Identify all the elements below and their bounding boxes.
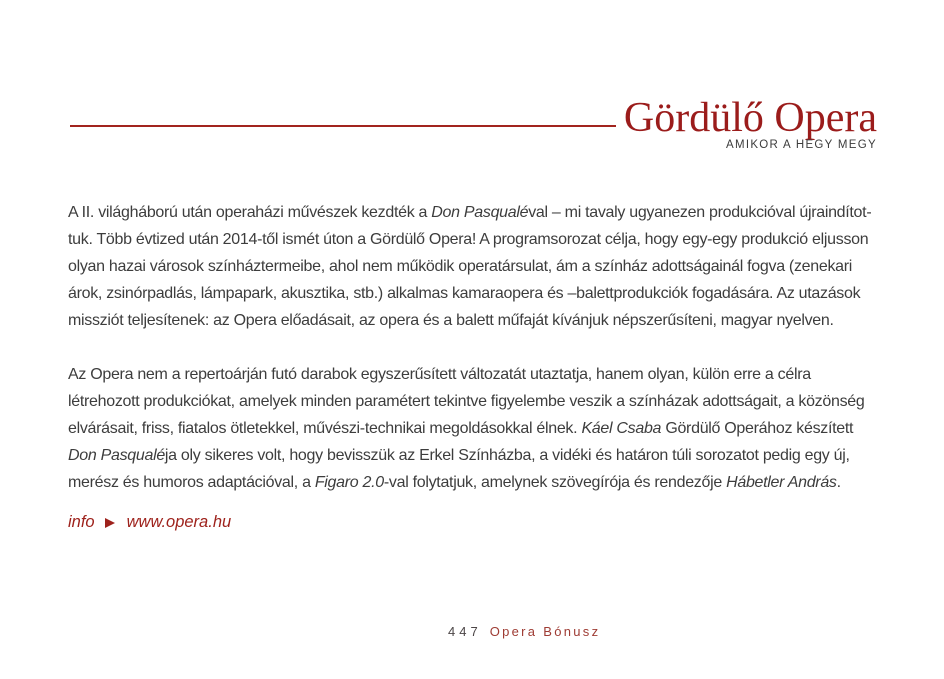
page-title: Gördülő Opera	[623, 95, 877, 141]
person-name-habetler-andras: Hábetler András	[726, 474, 837, 491]
text-run: -val folytatjuk, amelynek szövegírója és rendezője	[383, 474, 727, 491]
opera-website-link[interactable]: www.opera.hu	[126, 513, 232, 531]
work-title-don-pasquale: Don Pasqualé	[431, 204, 529, 221]
arrow-right-icon	[105, 518, 115, 528]
section-title: Opera Bónusz	[489, 624, 601, 639]
work-title-figaro-2-0: Figaro 2.0	[314, 474, 384, 491]
page-subtitle: AMIKOR A HEGY MEGY	[725, 139, 877, 151]
page-footer	[448, 625, 600, 639]
page-number: 447	[448, 624, 482, 639]
text-run: Gördülő Operához készített	[661, 420, 854, 437]
title-rule	[70, 125, 616, 127]
work-title-don-pasquale: Don Pasqualé	[68, 447, 165, 464]
person-name-kael-csaba: Káel Csaba	[581, 420, 662, 437]
text-run: val – mi tavaly ugyanezen produkcióval újraindítottuk. Több évtized után 2014-től ismét úton a Gördülő Opera! A programsorozat célja, hogy egy-egy produkció eljusson olyan hazai városok színháztermeibe, ahol nem működik operatársulat, ám a színház adottságainál fogva (zenekari árok, zsinórpadlás, lámpapark, akusztika, stb.) alkalmas kamaraopera és –balettprodukciók fogadására. Az utazások missziót teljesítenek: az Opera előadásait, az opera és a balett műfaját kívánjuk népszerűsíteni, magyar nyelven.	[68, 204, 872, 329]
text-run: A II. világháború után operaházi művészek kezdték a	[68, 204, 432, 221]
text-run: Az Opera nem a repertoárján futó darabok egyszerűsített változatát utaztatja, hanem olyan, külön erre a célra létrehozott produkciókat, amelyek minden paramétert tekintve figyelembe veszik a színházak adottságait, a közönség elvárásait, friss, fiatalos ötletekkel, művészi-technikai megoldásokkal élnek.	[68, 366, 865, 437]
info-row	[68, 509, 231, 536]
text-run: ja oly sikeres volt, hogy bevisszük az Erkel Színházba, a vidéki és határon túli sorozatot pedig egy új, merész és humoros adaptációval, a	[68, 447, 850, 491]
info-label: info	[68, 513, 95, 531]
article-body	[68, 199, 876, 496]
paragraph-1	[68, 199, 876, 334]
text-run: .	[836, 474, 841, 491]
paragraph-2	[68, 361, 876, 496]
